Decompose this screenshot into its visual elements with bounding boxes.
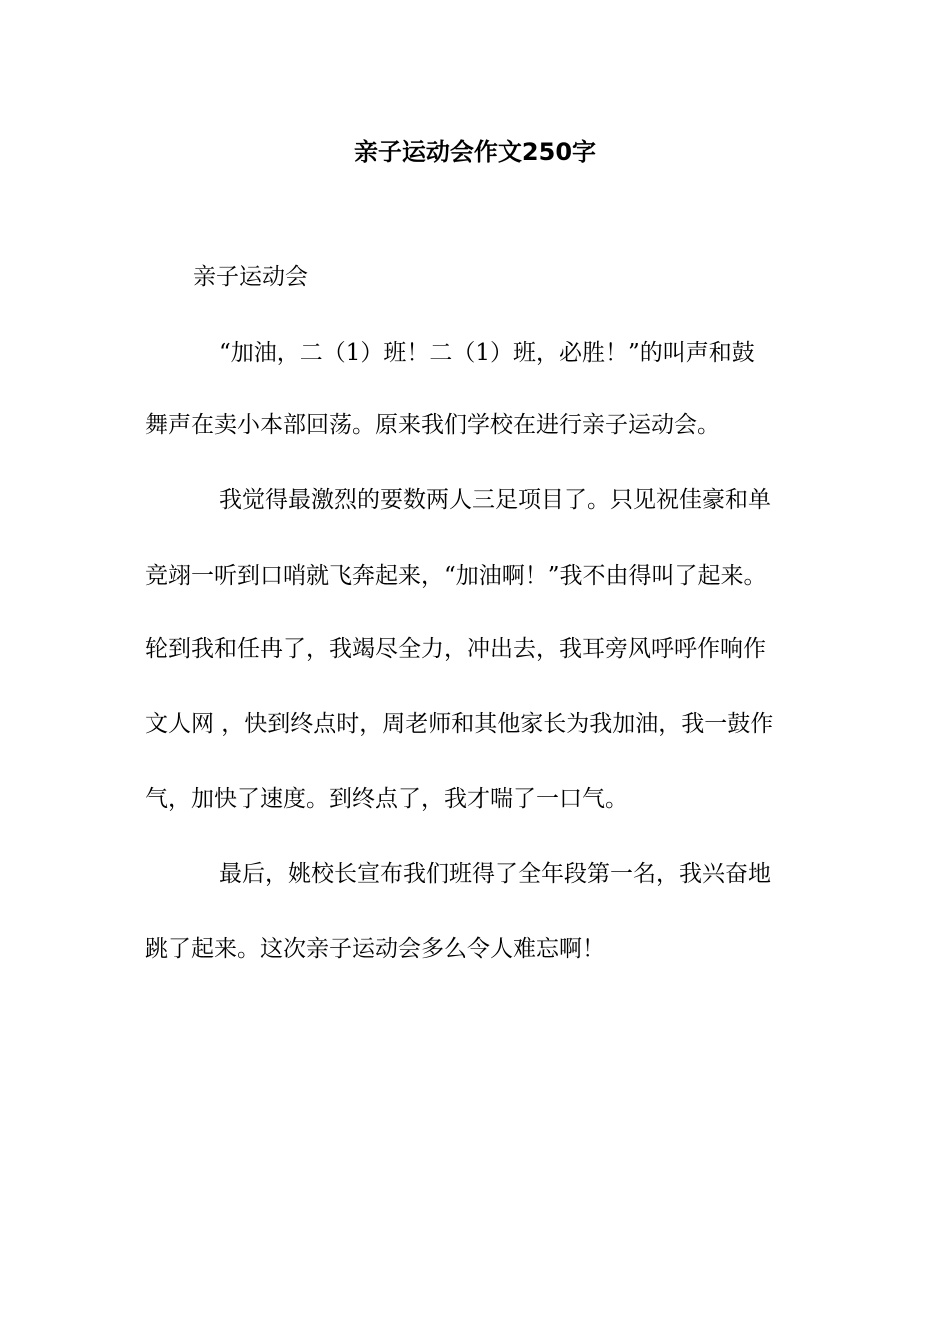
paragraph-line: 竞翊一听到口哨就飞奔起来，“加油啊！”我不由得叫了起来。 bbox=[145, 563, 767, 589]
essay-subtitle: 亲子运动会 bbox=[193, 264, 308, 290]
paragraph-line: 文人网 ，快到终点时，周老师和其他家长为我加油，我一鼓作 bbox=[145, 711, 774, 737]
paragraph-line: 气，加快了速度。到终点了，我才喘了一口气。 bbox=[145, 786, 628, 812]
paragraph-line: 舞声在卖小本部回荡。原来我们学校在进行亲子运动会。 bbox=[145, 412, 720, 438]
document-title: 亲子运动会作文250字 bbox=[353, 138, 597, 166]
paragraph-line: 跳了起来。这次亲子运动会多么令人难忘啊！ bbox=[145, 936, 605, 962]
paragraph-line: 轮到我和任冉了，我竭尽全力，冲出去，我耳旁风呼呼作响作 bbox=[145, 636, 766, 662]
paragraph-line: 我觉得最激烈的要数两人三足项目了。只见祝佳豪和单 bbox=[219, 487, 771, 513]
paragraph-line: “加油，二（1）班！二（1）班，必胜！”的叫声和鼓 bbox=[219, 340, 755, 366]
paragraph-line: 最后，姚校长宣布我们班得了全年段第一名，我兴奋地 bbox=[219, 861, 771, 887]
